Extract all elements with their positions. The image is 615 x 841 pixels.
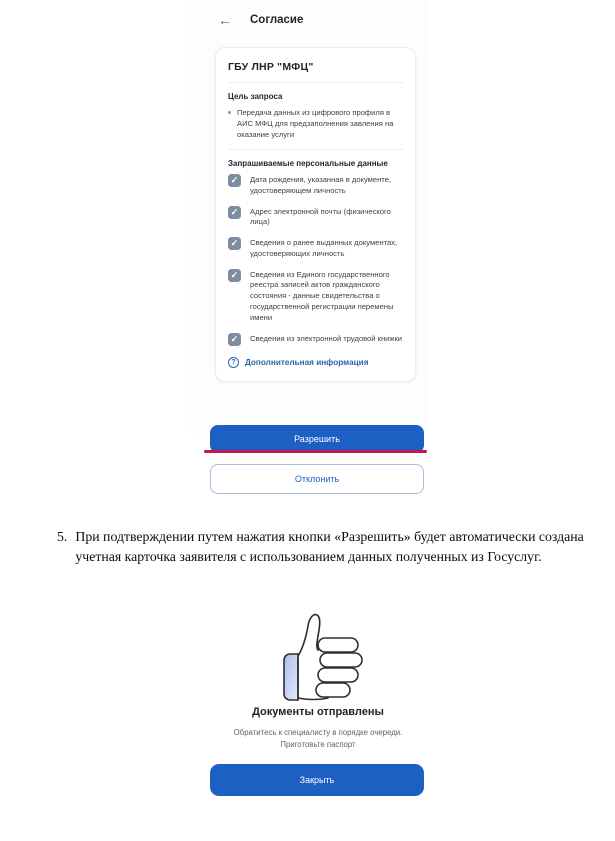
more-info-label: Дополнительная информация xyxy=(245,357,369,367)
instruction-text: При подтверждении путем нажатия кнопки «Разрешить» будет автоматически создана учетная карточка заявителя с использованием данных полученных из Госуслуг. xyxy=(75,529,584,564)
purpose-header: Цель запроса xyxy=(228,92,283,101)
divider xyxy=(228,149,403,150)
consent-item-label: Сведения о ранее выданных документах, удостоверяющих личность xyxy=(250,238,398,258)
divider xyxy=(228,82,403,83)
consent-item-label: Дата рождения, указанная в документе, удостоверяющем личность xyxy=(250,175,392,195)
consent-title: Согласие xyxy=(250,14,304,26)
consent-item-row xyxy=(228,206,403,229)
consent-item-label: Сведения из электронной трудовой книжки xyxy=(250,333,403,343)
consent-header xyxy=(190,12,427,34)
decline-button[interactable]: Отклонить xyxy=(210,464,424,494)
success-subtitle xyxy=(210,727,426,750)
org-name: ГБУ ЛНР "МФЦ" xyxy=(228,61,314,73)
red-underline-annotation xyxy=(204,450,427,453)
success-screenshot xyxy=(210,608,426,840)
success-title: Документы отправлены xyxy=(252,706,384,718)
more-info-link[interactable] xyxy=(228,357,403,368)
purpose-item xyxy=(228,107,403,140)
consent-item-label: Сведения из Единого государственного реестра записей актов гражданского состояния - данные свидетельства о государственной регистрации перемены имени xyxy=(250,269,394,322)
success-subtitle-line1: Обратитесь к специалисту в порядке очереди. xyxy=(233,728,403,737)
close-button[interactable]: Закрыть xyxy=(210,764,424,796)
question-circle-icon: ? xyxy=(228,357,239,368)
success-subtitle-line2: Приготовьте паспорт xyxy=(280,739,356,749)
checkbox-checked-icon[interactable]: ✓ xyxy=(228,174,241,187)
checkbox-checked-icon[interactable]: ✓ xyxy=(228,206,241,219)
checkbox-checked-icon[interactable]: ✓ xyxy=(228,333,241,346)
consent-item-row xyxy=(228,269,403,324)
back-arrow-icon[interactable]: ← xyxy=(218,12,232,28)
allow-button[interactable]: Разрешить xyxy=(210,425,424,453)
personal-data-header: Запрашиваемые персональные данные xyxy=(228,159,388,168)
list-number: 5. xyxy=(57,529,68,544)
instruction-paragraph xyxy=(57,527,600,566)
bullet-icon xyxy=(228,111,231,114)
consent-screenshot xyxy=(190,0,427,434)
consent-card xyxy=(215,47,416,382)
checkbox-checked-icon[interactable]: ✓ xyxy=(228,237,241,250)
purpose-text: Передача данных из цифрового профиля в АИС МФЦ для предзаполнения завления на оказание услуги xyxy=(237,108,394,139)
thumbs-up-icon xyxy=(262,610,374,709)
checkbox-checked-icon[interactable]: ✓ xyxy=(228,269,241,282)
consent-item-row xyxy=(228,333,403,346)
consent-item-row xyxy=(228,237,403,260)
consent-item-label: Адрес электронной почты (физического лица) xyxy=(250,206,391,227)
consent-item-row xyxy=(228,174,403,197)
